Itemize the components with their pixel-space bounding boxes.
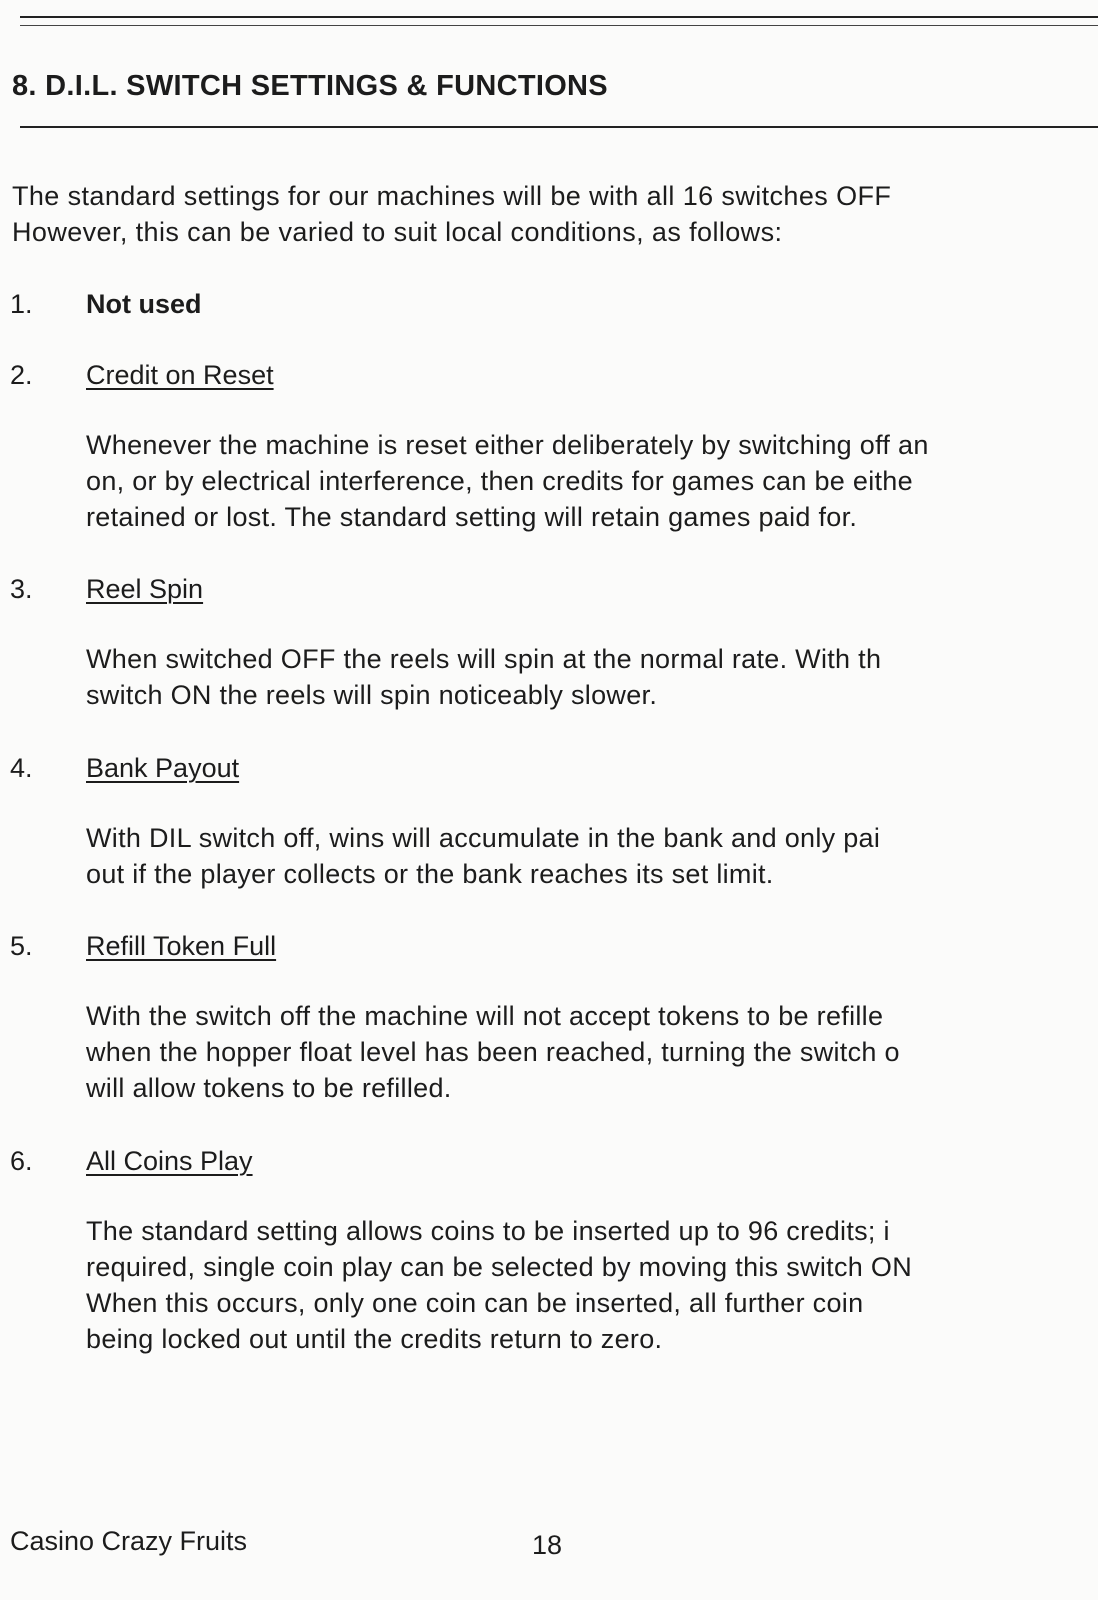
- intro-line: The standard settings for our machines will be with all 16 switches OFF: [12, 181, 892, 211]
- item-description: [86, 998, 1098, 1106]
- item-title: Not used: [86, 289, 202, 319]
- item-description: [86, 641, 1098, 713]
- description-line: will allow tokens to be refilled.: [86, 1073, 452, 1103]
- description-line: The standard setting allows coins to be inserted up to 96 credits; i: [86, 1216, 890, 1246]
- item-number: 6.: [10, 1146, 33, 1176]
- top-double-rule: [20, 16, 1098, 18]
- top-double-rule-thin: [20, 25, 1098, 26]
- page-number: 18: [532, 1530, 563, 1560]
- description-line: when the hopper float level has been reached, turning the switch o: [86, 1037, 900, 1067]
- item-description: [86, 1213, 1098, 1357]
- heading-rule: [20, 126, 1098, 128]
- item-number: 4.: [10, 753, 33, 783]
- description-line: being locked out until the credits return to zero.: [86, 1324, 663, 1354]
- description-line: When switched OFF the reels will spin at the normal rate. With th: [86, 644, 882, 674]
- item-number: 1.: [10, 289, 33, 319]
- description-line: out if the player collects or the bank reaches its set limit.: [86, 859, 774, 889]
- description-line: When this occurs, only one coin can be inserted, all further coin: [86, 1288, 864, 1318]
- item-number: 5.: [10, 931, 33, 961]
- description-line: switch ON the reels will spin noticeably slower.: [86, 680, 658, 710]
- description-line: With DIL switch off, wins will accumulate in the bank and only pai: [86, 823, 881, 853]
- item-description: [86, 820, 1098, 892]
- intro-line: However, this can be varied to suit local conditions, as follows:: [12, 217, 783, 247]
- description-line: retained or lost. The standard setting will retain games paid for.: [86, 502, 858, 532]
- description-line: With the switch off the machine will not accept tokens to be refille: [86, 1001, 884, 1031]
- description-line: Whenever the machine is reset either deliberately by switching off an: [86, 430, 929, 460]
- item-number: 3.: [10, 574, 33, 604]
- item-title: Credit on Reset: [86, 360, 274, 390]
- description-line: on, or by electrical interference, then credits for games can be eithe: [86, 466, 913, 496]
- item-title: Refill Token Full: [86, 931, 277, 961]
- footer-document-title: Casino Crazy Fruits: [10, 1526, 248, 1556]
- item-number: 2.: [10, 360, 33, 390]
- description-line: required, single coin play can be selected by moving this switch ON: [86, 1252, 912, 1282]
- item-title: All Coins Play: [86, 1146, 253, 1176]
- section-heading: 8. D.I.L. SWITCH SETTINGS & FUNCTIONS: [12, 70, 608, 102]
- intro-paragraph: [12, 178, 1098, 250]
- item-title: Reel Spin: [86, 574, 204, 604]
- item-description: [86, 427, 1098, 535]
- item-title: Bank Payout: [86, 753, 240, 783]
